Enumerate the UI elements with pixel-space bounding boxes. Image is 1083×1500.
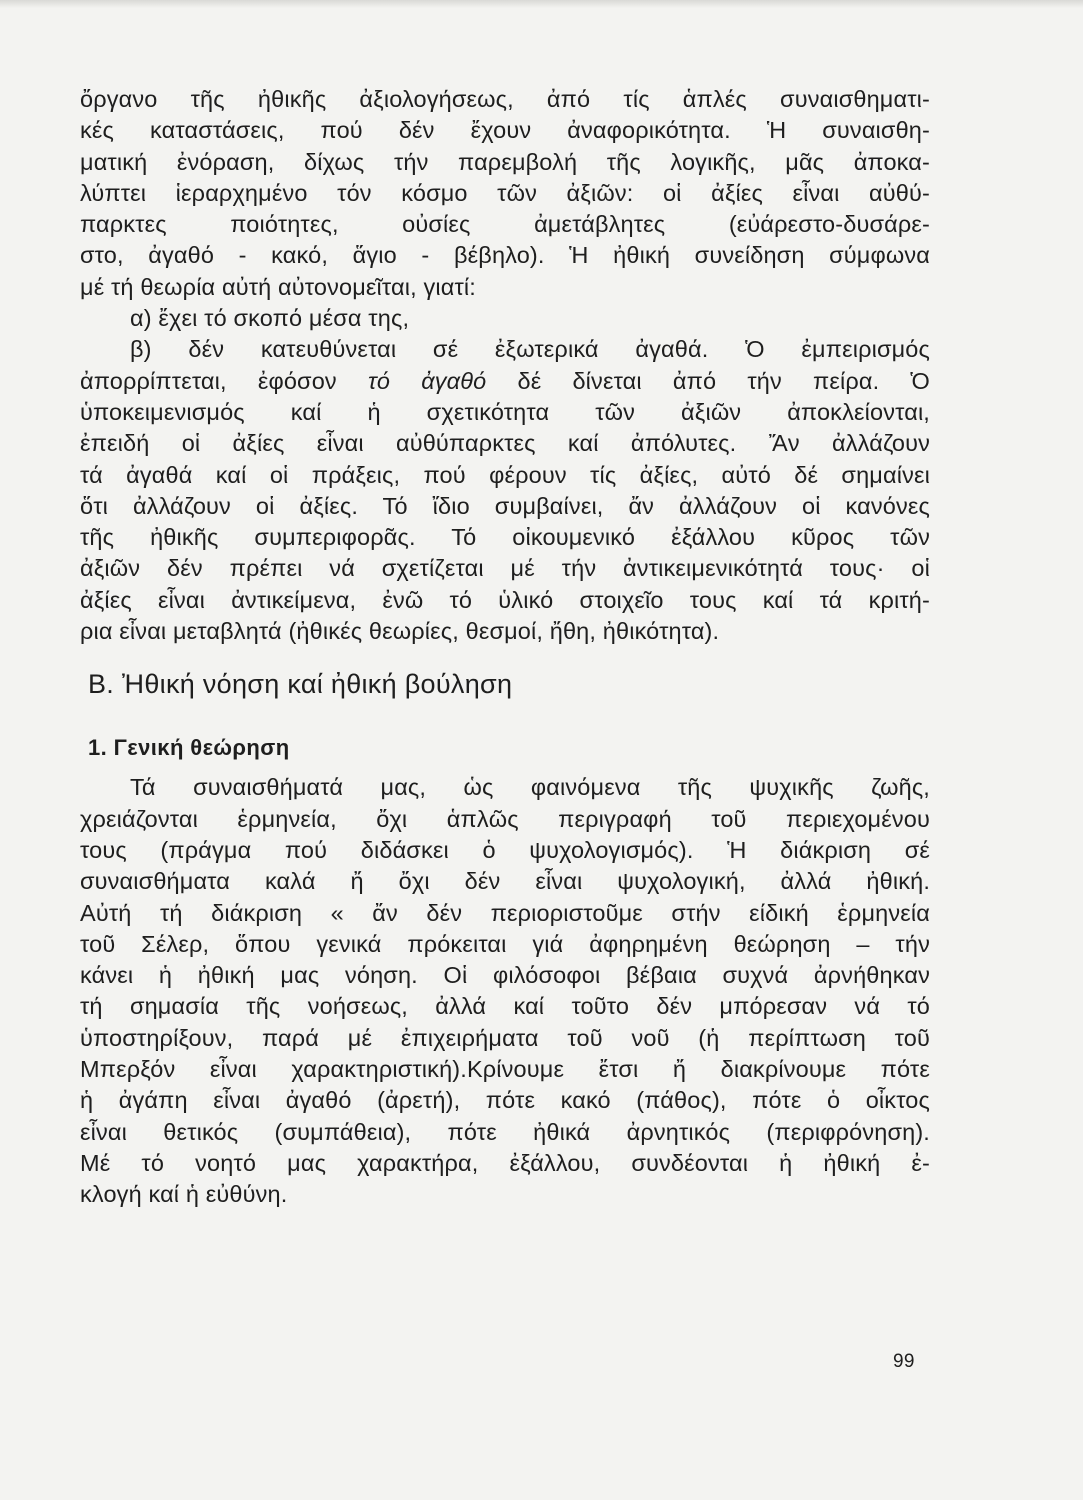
text-line: ἡ ἀγάπη εἶναι ἀγαθό (ἀρετή), πότε κακό (πάθος), πότε ὁ οἶκτος bbox=[80, 1087, 930, 1114]
text-line: τή σημασία τῆς νοήσεως, ἀλλά καί τοῦτο δέν μπόρεσαν νά τό bbox=[80, 993, 930, 1020]
list-item-a: α) ἔχει τό σκοπό μέσα της, bbox=[130, 305, 410, 332]
paragraph-intro bbox=[80, 84, 930, 303]
text-segment: ἀπορρίπτεται, ἐφόσον bbox=[80, 367, 368, 394]
book-page-text bbox=[80, 84, 930, 1211]
text-line: κλογή καί ἡ εὐθύνη. bbox=[80, 1181, 288, 1208]
text-line: στο, ἀγαθό - κακό, ἅγιο - βέβηλο). Ἡ ἠθική συνείδηση σύμφωνα bbox=[80, 242, 930, 269]
emphasis-text: τό ἀγαθό bbox=[367, 367, 487, 394]
text-line: συναισθήματα καλά ἤ ὄχι δέν εἶναι ψυχολογική, ἀλλά ἠθική. bbox=[80, 868, 930, 895]
text-line: ματική ἐνόραση, δίχως τήν παρεμβολή τῆς λογικῆς, μᾶς ἀποκα- bbox=[80, 148, 930, 175]
text-line: τους (πράγμα πού διδάσκει ὁ ψυχολογισμός). Ἡ διάκριση σέ bbox=[80, 836, 930, 863]
text-line: τῆς ἠθικῆς συμπεριφορᾶς. Τό οἰκουμενικό ἐξάλλου κῦρος τῶν bbox=[80, 524, 930, 551]
text-line: τοῦ Σέλερ, ὅπου γενικά πρόκειται γιά ἀφηρημένη θεώρηση – τήν bbox=[80, 930, 930, 957]
text-line: ἐπειδή οἱ ἀξίες εἶναι αὐθύπαρκτες καί ἀπόλυτες. Ἄν ἀλλάζουν bbox=[80, 430, 930, 457]
scan-edge-shadow bbox=[0, 0, 1083, 8]
section-heading: Β. Ἠθική νόηση καί ἠθική βούληση bbox=[88, 669, 513, 700]
text-line: Τά συναισθήματά μας, ὡς φαινόμενα τῆς ψυχικῆς ζωῆς, bbox=[130, 774, 930, 801]
list-item-b: β) δέν κατευθύνεται σέ ἐξωτερικά ἀγαθά. Ὁ ἐμπειρισμός bbox=[130, 336, 930, 363]
text-segment: δέ δίνεται ἀπό τήν πείρα. Ὁ bbox=[486, 367, 930, 394]
text-line: ὑποστηρίξουν, παρά μέ ἐπιχειρήματα τοῦ νοῦ (ἡ περίπτωση τοῦ bbox=[80, 1024, 930, 1051]
text-line: λύπτει ἱεραρχημένο τόν κόσμο τῶν ἀξιῶν: οἱ ἀξίες εἶναι αὐθύ- bbox=[80, 179, 930, 206]
text-line: ρια εἶναι μεταβλητά (ἠθικές θεωρίες, θεσμοί, ἤθη, ἠθικότητα). bbox=[80, 618, 720, 645]
page-number: 99 bbox=[893, 1351, 915, 1372]
list-reasons bbox=[80, 303, 930, 366]
paragraph-general bbox=[80, 772, 930, 1210]
text-line: ὅτι ἀλλάζουν οἱ ἀξίες. Τό ἴδιο συμβαίνει, ἄν ἀλλάζουν οἱ κανόνες bbox=[80, 492, 930, 519]
text-line: ἀξιῶν δέν πρέπει νά σχετίζεται μέ τήν ἀντικειμενικότητά τους· οἱ bbox=[80, 555, 930, 582]
text-line: εἶναι θετικός (συμπάθεια), πότε ἠθικά ἀρνητικός (περιφρόνηση). bbox=[80, 1118, 930, 1145]
text-line: ὑποκειμενισμός καί ἡ σχετικότητα τῶν ἀξιῶν ἀποκλείονται, bbox=[80, 398, 930, 425]
subsection-heading: 1. Γενική θεώρηση bbox=[88, 735, 290, 761]
text-line: χρειάζονται ἑρμηνεία, ὄχι ἁπλῶς περιγραφή τοῦ περιεχομένου bbox=[80, 805, 930, 832]
text-line: παρκτες ποιότητες, οὐσίες ἀμετάβλητες (εὐάρεστο-δυσάρε- bbox=[80, 211, 930, 238]
paragraph-values bbox=[80, 366, 930, 648]
text-line: κές καταστάσεις, πού δέν ἔχουν ἀναφορικότητα. Ἡ συναισθη- bbox=[80, 117, 930, 144]
text-line: τά ἀγαθά καί οἱ πράξεις, πού φέρουν τίς ἀξίες, αὐτό δέ σημαίνει bbox=[80, 461, 930, 488]
text-line: ἀξίες εἶναι ἀντικείμενα, ἐνῶ τό ὑλικό στοιχεῖο τους καί τά κριτή- bbox=[80, 586, 930, 613]
text-line bbox=[80, 366, 930, 397]
text-line: Μπερξόν εἶναι χαρακτηριστική).Κρίνουμε ἔτσι ἤ διακρίνουμε πότε bbox=[80, 1056, 930, 1083]
text-line: ὄργανο τῆς ἠθικῆς ἀξιολογήσεως, ἀπό τίς ἁπλές συναισθηματι- bbox=[80, 86, 930, 112]
text-line: κάνει ἡ ἠθική μας νόηση. Οἱ φιλόσοφοι βέβαια συχνά ἀρνήθηκαν bbox=[80, 962, 930, 989]
text-line: Αὐτή τή διάκριση « ἄν δέν περιοριστοῦμε στήν είδική ἑρμηνεία bbox=[80, 899, 930, 926]
text-line: Μέ τό νοητό μας χαρακτήρα, ἐξάλλου, συνδέονται ἡ ἠθική ἐ- bbox=[80, 1149, 930, 1176]
text-line: μέ τή θεωρία αὐτή αὐτονομεῖται, γιατί: bbox=[80, 273, 476, 300]
